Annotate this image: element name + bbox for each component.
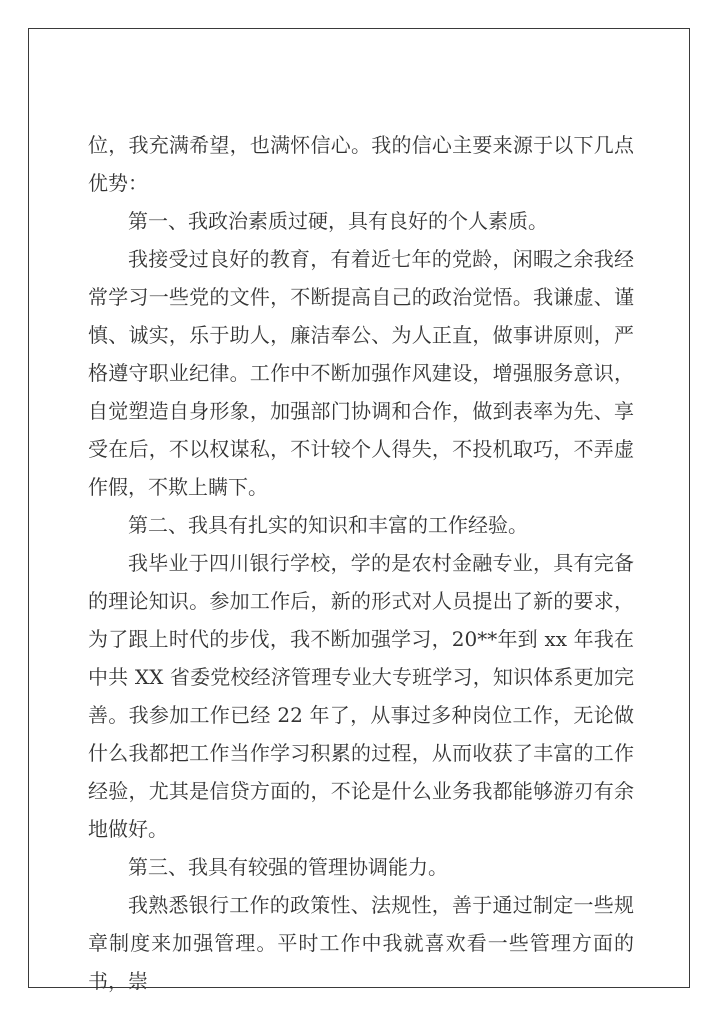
paragraph-point-one-body: 我接受过良好的教育，有着近七年的党龄，闲暇之余我经常学习一些党的文件，不断提高自己的政治觉悟。我谦虚、谨慎、诚实，乐于助人，廉洁奉公、为人正直，做事讲原则，严格遵守职业纪律。工作中不断加强作风建设，增强服务意识，自觉塑造自身形象，加强部门协调和合作，做到表率为先、享受在后，不以权谋私，不计较个人得失，不投机取巧，不弄虚作假，不欺上瞒下。 (88, 247, 634, 499)
paragraph-point-two-heading: 第二、我具有扎实的知识和丰富的工作经验。 (128, 513, 528, 537)
paragraph-point-three-heading: 第三、我具有较强的管理协调能力。 (128, 855, 448, 879)
document-body (88, 126, 634, 1000)
paragraph-point-two-body: 我毕业于四川银行学校，学的是农村金融专业，具有完备的理论知识。参加工作后，新的形式对人员提出了新的要求，为了跟上时代的步伐，我不断加强学习，20**年到 xx 年我在中共 XX 省委党校经济管理专业大专班学习，知识体系更加完善。我参加工作已经 22 年了，从事过多种岗位工作，无论做什么我都把工作当作学习积累的过程，从而收获了丰富的工作经验，尤其是信贷方面的，不论是什么业务我都能够游刃有余地做好。 (88, 551, 634, 841)
paragraph-point-one-heading: 第一、我政治素质过硬，具有良好的个人素质。 (128, 209, 548, 233)
paragraph-point-three-body: 我熟悉银行工作的政策性、法规性，善于通过制定一些规章制度来加强管理。平时工作中我就喜欢看一些管理方面的书，崇 (88, 893, 634, 993)
paragraph-continuation: 位，我充满希望，也满怀信心。我的信心主要来源于以下几点优势： (88, 133, 634, 195)
